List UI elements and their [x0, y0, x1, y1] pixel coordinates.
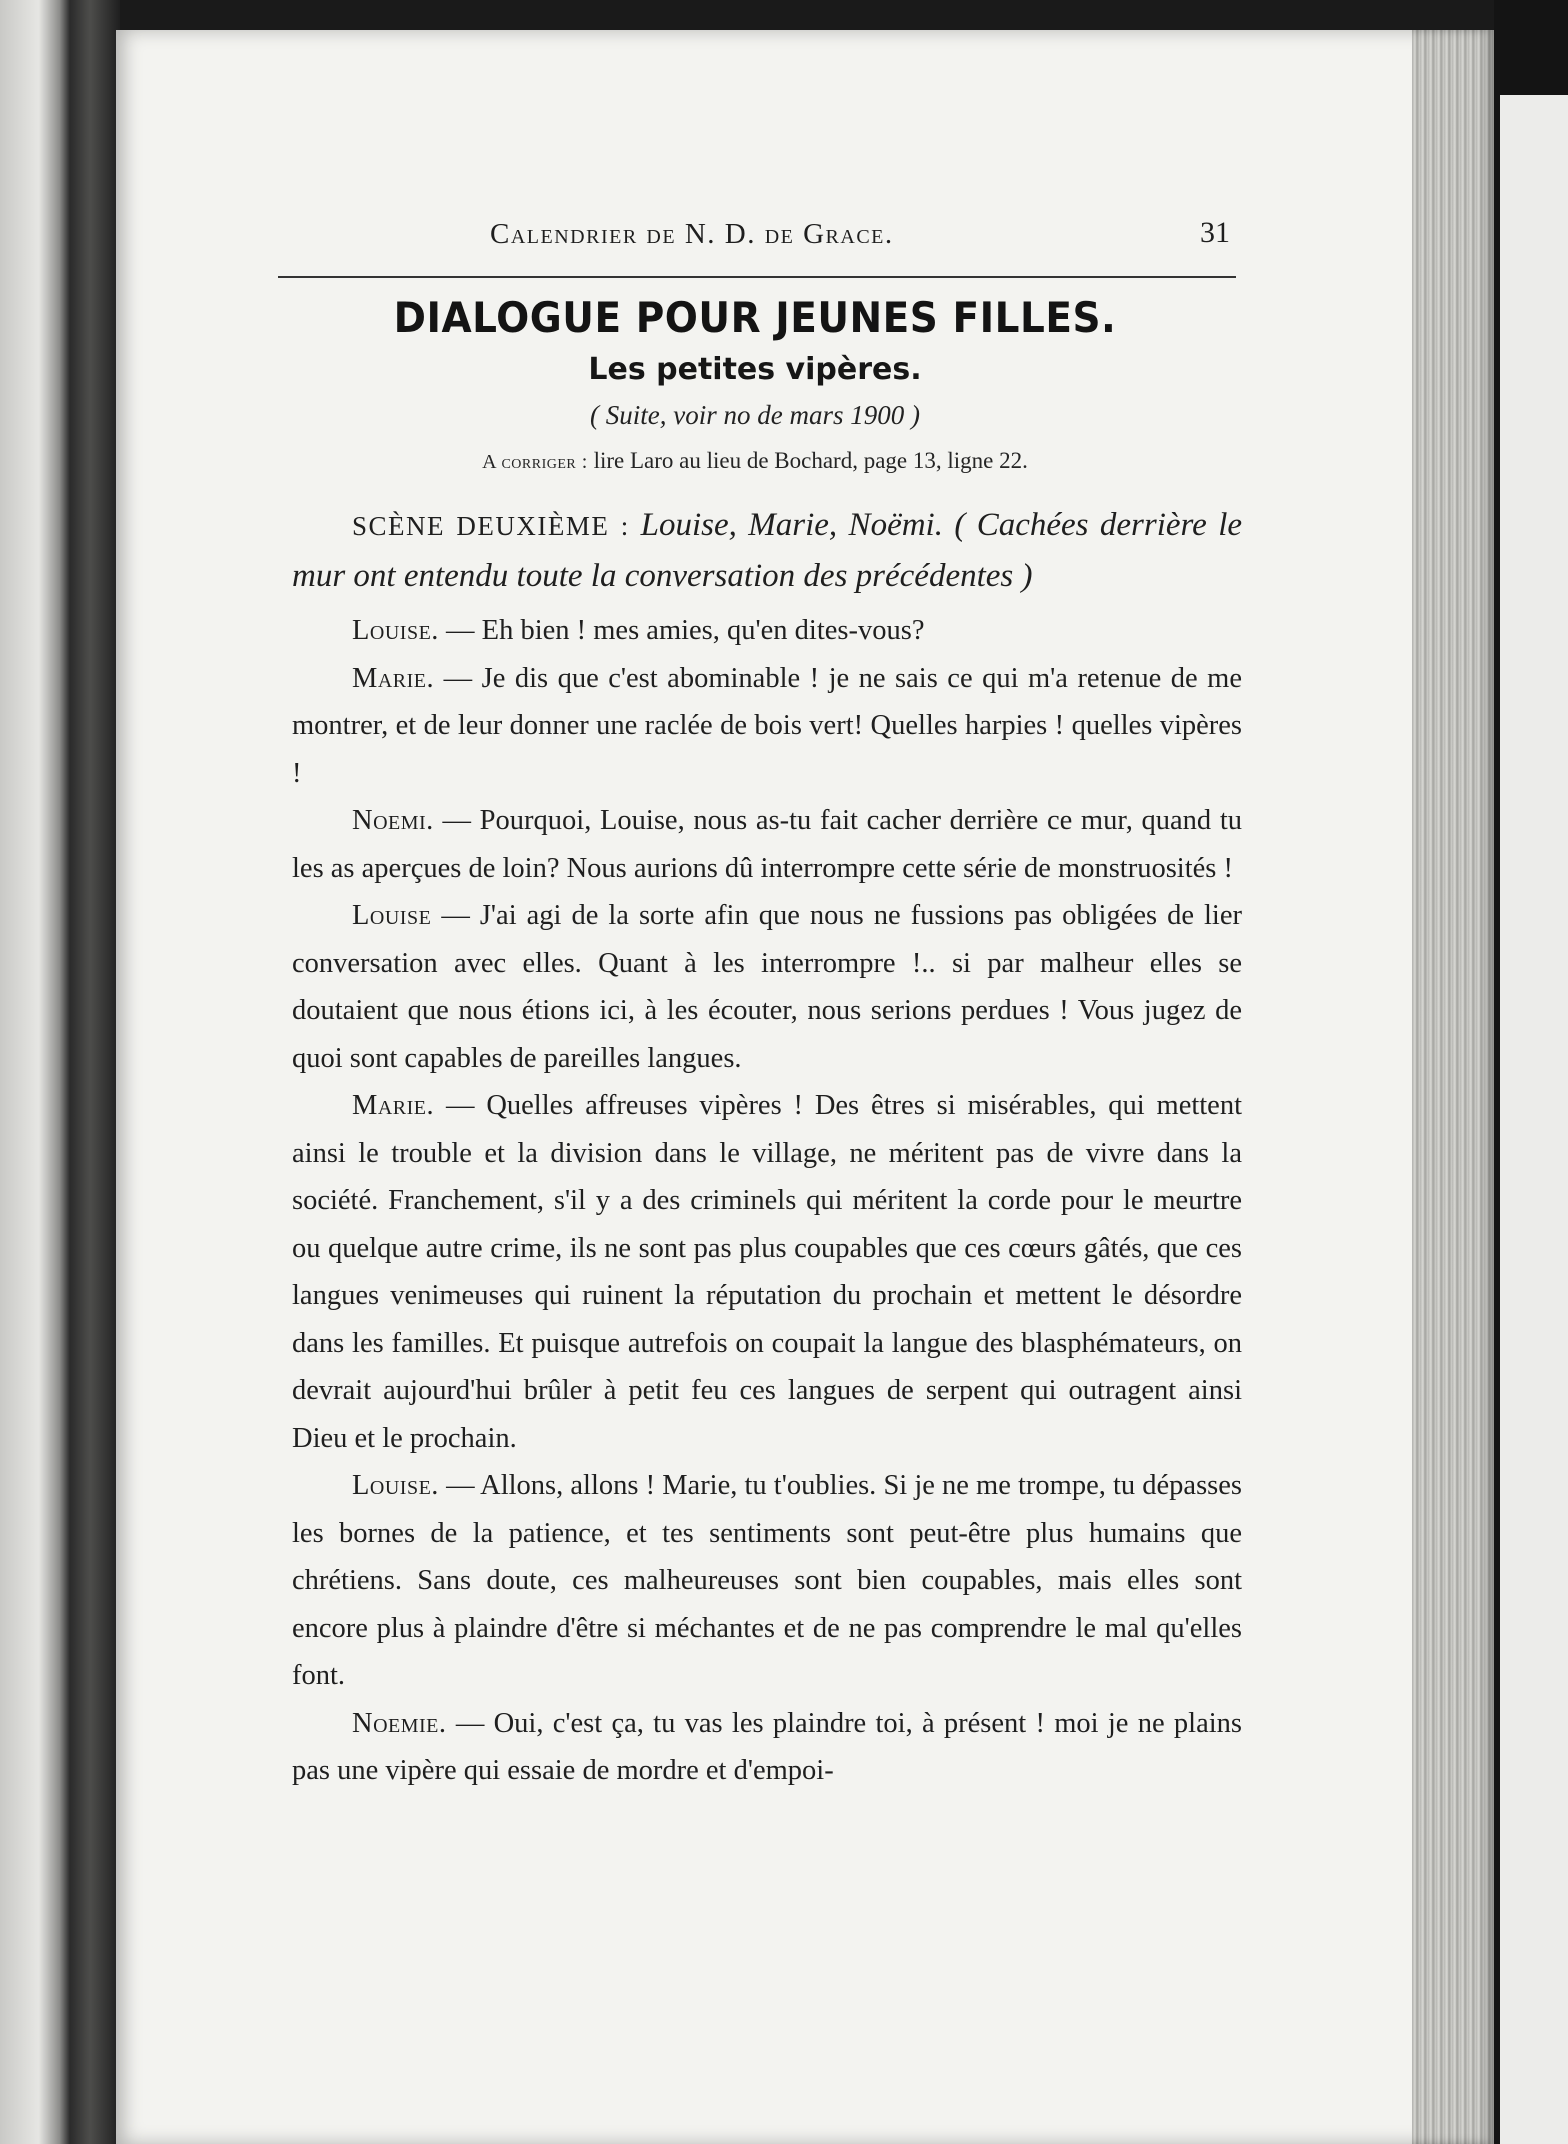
dialogue-line: — Pourquoi, Louise, nous as-tu fait cacher derrière ce mur, quand tu les as aperçues de loin? Nous aurions dû interrompre cette série de monstruosités ! — [292, 805, 1243, 884]
correction-note — [280, 448, 1230, 474]
speaker-name: Marie. — [352, 662, 435, 694]
continuation-note: ( Suite, voir no de mars 1900 ) — [590, 400, 920, 430]
speaker-name: Louise. — [352, 1470, 439, 1501]
dialogue-paragraph — [292, 1462, 1242, 1700]
dialogue-line: — Je dis que c'est abominable ! je ne sais ce qui m'a retenue de me montrer, et de leur donner une raclée de bois vert! Quelles harpies ! quelles vipères ! — [292, 662, 1242, 789]
left-page-edge — [0, 0, 70, 2144]
speaker-name: Louise — [352, 900, 432, 931]
backing-sheet — [1500, 95, 1568, 2144]
main-title: DIALOGUE POUR JEUNES FILLES. — [393, 294, 1117, 343]
speaker-name: Noemi. — [352, 805, 434, 836]
subtitle: Les petites vipères. — [588, 352, 922, 387]
dialogue-paragraph — [292, 655, 1242, 798]
speaker-name: Marie. — [352, 1090, 435, 1121]
book-gutter — [70, 0, 120, 2144]
running-title: Calendrier de N. D. de Grace. — [490, 218, 894, 250]
stage-direction: Louise, Marie, Noëmi. ( Cachées derrière le mur ont entendu toute la conversation des précédentes ) — [292, 507, 1243, 594]
dialogue-line: — Eh bien ! mes amies, qu'en dites-vous? — [446, 615, 925, 646]
dialogue-line: — J'ai agi de la sorte afin que nous ne fussions pas obligées de lier conversation avec elles. Quant à les interrompre !.. si par malheur elles se doutaient que nous étions ici, à les écouter, nous serions perdues ! Vous jugez de quoi sont capables de pareilles langues. — [292, 900, 1242, 1074]
dialogue-line: — Quelles affreuses vipères ! Des êtres si misérables, qui mettent ainsi le trouble et la division dans le village, ne méritent pas de vivre dans la société. Franchement, s'il y a des criminels qui méritent la corde pour le meurtre ou quelque autre crime, ils ne sont pas plus coupables que ces cœurs gâtés, que ces langues venimeuses qui ruinent la réputation du prochain et mettent le désordre dans les familles. Et puisque autrefois on coupait la langue des blasphémateurs, on devrait aujourd'hui brûler à petit feu ces langues de serpent qui outragent ainsi Dieu et le prochain. — [292, 1090, 1243, 1454]
header-rule — [278, 276, 1236, 278]
dialogue-paragraph — [292, 1082, 1242, 1462]
dialogue-paragraph — [292, 607, 1242, 655]
correction-label: A corriger : — [482, 451, 588, 473]
speaker-name: Noemie. — [352, 1707, 447, 1739]
dialogue-paragraph — [292, 797, 1242, 892]
dialogue-paragraph — [292, 1700, 1242, 1795]
dialogue-line: — Oui, c'est ça, tu vas les plaindre toi, à présent ! moi je ne plains pas une vipère qui essaie de mordre et d'empoi- — [292, 1707, 1242, 1786]
running-head — [280, 218, 1230, 268]
page-number: 31 — [1200, 216, 1230, 249]
scene-heading — [292, 500, 1242, 601]
dialogue-paragraph — [292, 892, 1242, 1082]
page-edges-stack — [1412, 30, 1494, 2144]
correction-text: lire Laro au lieu de Bochard, page 13, ligne 22. — [593, 448, 1028, 473]
dialogue-line: — Allons, allons ! Marie, tu t'oublies. Si je ne me trompe, tu dépasses les bornes de la patience, et tes sentiments sont peut-être plus humains que chrétiens. Sans doute, ces malheureuses sont bien coupables, mais elles sont encore plus à plaindre d'être si méchantes et de ne pas comprendre le mal qu'elles font. — [292, 1470, 1243, 1691]
scene-label: SCÈNE DEUXIÈME : — [352, 511, 630, 541]
speaker-name: Louise. — [352, 615, 439, 646]
dialogue-body — [292, 500, 1242, 1795]
